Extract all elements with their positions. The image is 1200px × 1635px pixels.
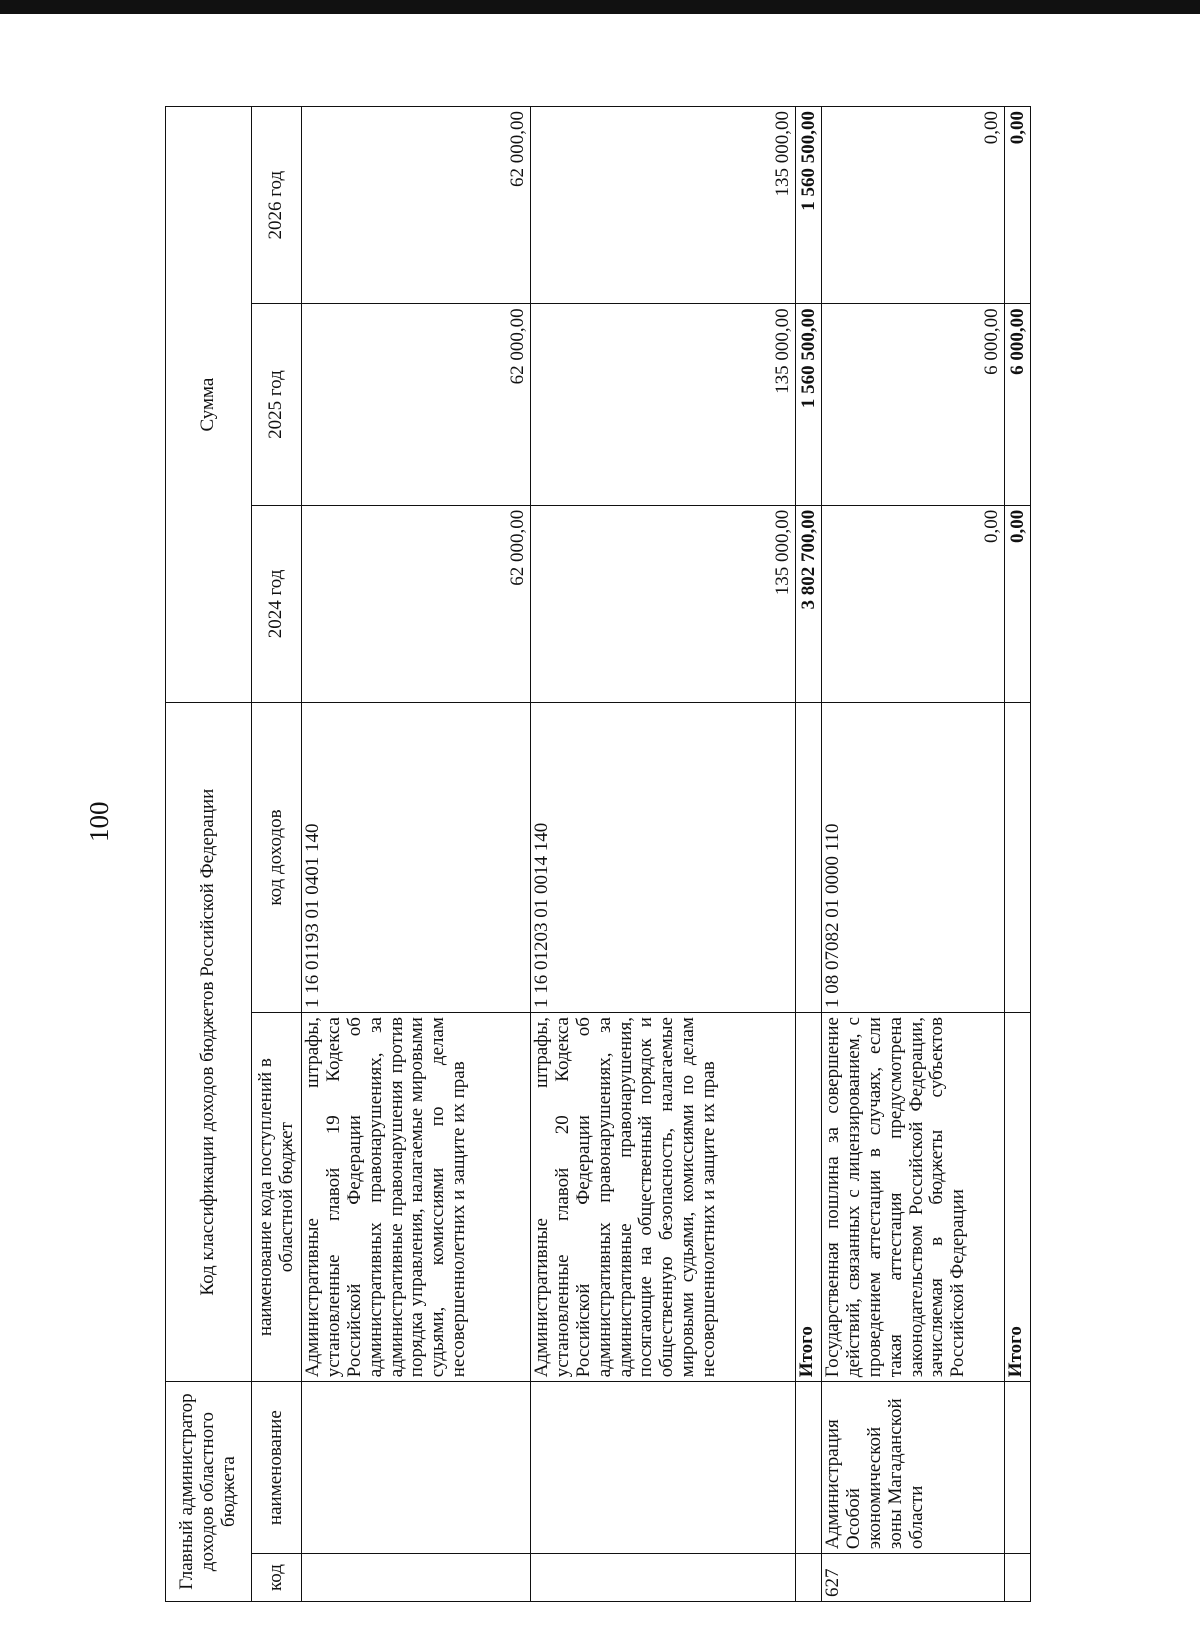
total-2025-cell: 1 560 500,00 bbox=[796, 304, 822, 505]
admin-name-cell bbox=[531, 1382, 796, 1554]
admin-code-cell bbox=[796, 1554, 822, 1602]
value-2024-cell: 135 000,00 bbox=[531, 505, 796, 702]
income-name-cell: Государственная пошлина за совершение действий, связанных с лицензированием, с проведением аттестации в случаях, если такая аттестация предусмотрена законодательством Российской Федерации, зачисляемая в бюджеты субъектов Российской Федерации bbox=[822, 1013, 1005, 1382]
header-classification-group: Код классификации доходов бюджетов Российской Федерации bbox=[166, 703, 252, 1382]
income-name-cell: Административные штрафы, установленные главой 19 Кодекса Российской Федерации об административных правонарушениях, за административные правонарушения против порядка управления, налагаемые мировыми судьями, комиссиями по делам несовершеннолетних и защите их прав bbox=[302, 1013, 531, 1382]
income-code-cell: 1 16 01193 01 0401 140 bbox=[302, 703, 531, 1013]
value-2026-cell: 135 000,00 bbox=[531, 107, 796, 304]
header-admin-group: Главный администратор доходов областного бюджета bbox=[166, 1382, 252, 1602]
header-code: код bbox=[252, 1554, 302, 1602]
value-2024-cell: 0,00 bbox=[822, 505, 1005, 702]
value-2025-cell: 6 000,00 bbox=[822, 304, 1005, 505]
income-code-cell: 1 16 01203 01 0014 140 bbox=[531, 703, 796, 1013]
value-2025-cell: 62 000,00 bbox=[302, 304, 531, 505]
income-name-cell: Административные штрафы, установленные главой 20 Кодекса Российской Федерации об административных правонарушениях, за административные правонарушения, посягающие на общественный порядок и общественную безопасность, налагаемые мировыми судьями, комиссиями по делам несовершеннолетних и защите их прав bbox=[531, 1013, 796, 1382]
admin-name-cell bbox=[302, 1382, 531, 1554]
header-name: наименование bbox=[252, 1382, 302, 1554]
income-code-cell bbox=[1005, 703, 1031, 1013]
admin-code-cell bbox=[531, 1554, 796, 1602]
total-label-cell: Итого bbox=[796, 1013, 822, 1382]
total-row bbox=[796, 107, 822, 1602]
header-year-2024: 2024 год bbox=[252, 505, 302, 702]
total-2025-cell: 6 000,00 bbox=[1005, 304, 1031, 505]
table-row bbox=[302, 107, 531, 1602]
top-scan-border bbox=[0, 0, 1200, 14]
value-2026-cell: 62 000,00 bbox=[302, 107, 531, 304]
total-2024-cell: 3 802 700,00 bbox=[796, 505, 822, 702]
header-year-2026: 2026 год bbox=[252, 107, 302, 304]
admin-code-cell bbox=[1005, 1554, 1031, 1602]
total-row bbox=[1005, 107, 1031, 1602]
admin-name-cell bbox=[1005, 1382, 1031, 1554]
income-code-cell: 1 08 07082 01 0000 110 bbox=[822, 703, 1005, 1013]
admin-code-cell bbox=[302, 1554, 531, 1602]
rotated-table-container bbox=[165, 106, 1029, 1602]
value-2026-cell: 0,00 bbox=[822, 107, 1005, 304]
header-income-name: наименование кода поступлений в областной бюджет bbox=[252, 1013, 302, 1382]
header-sum-group: Сумма bbox=[166, 107, 252, 703]
header-year-2025: 2025 год bbox=[252, 304, 302, 505]
header-income-code: код доходов bbox=[252, 703, 302, 1013]
table-row bbox=[531, 107, 796, 1602]
value-2024-cell: 62 000,00 bbox=[302, 505, 531, 702]
total-2024-cell: 0,00 bbox=[1005, 505, 1031, 702]
admin-name-cell: Администрация Особой экономической зоны Магаданской области bbox=[822, 1382, 1005, 1554]
total-2026-cell: 1 560 500,00 bbox=[796, 107, 822, 304]
income-code-cell bbox=[796, 703, 822, 1013]
admin-name-cell bbox=[796, 1382, 822, 1554]
value-2025-cell: 135 000,00 bbox=[531, 304, 796, 505]
admin-code-cell: 627 bbox=[822, 1554, 1005, 1602]
total-2026-cell: 0,00 bbox=[1005, 107, 1031, 304]
page-number: 100 bbox=[84, 801, 114, 842]
total-label-cell: Итого bbox=[1005, 1013, 1031, 1382]
table-row bbox=[822, 107, 1005, 1602]
income-table bbox=[165, 106, 1031, 1602]
